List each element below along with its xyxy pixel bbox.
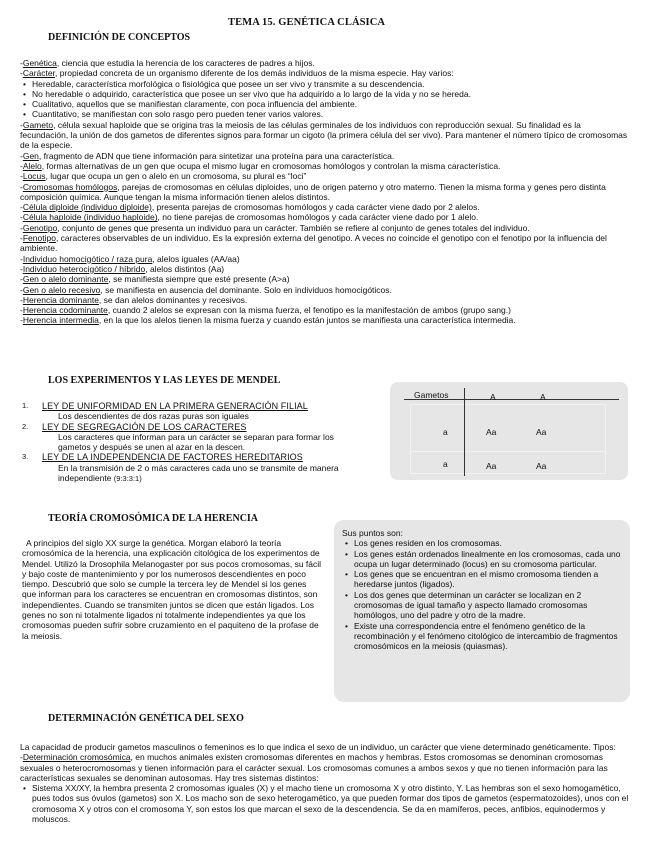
punto-item: • Los genes están ordenados linealmente en los cromosomas, cada uno ocupa un lugar determinado (locus) en su cromosoma particular. [342,549,622,570]
def-heterocigotico: -Individuo heterocigótico / híbrido, alelos distintos (Aa) [20,263,225,274]
mendel-heading: LOS EXPERIMENTOS Y LAS LEYES DE MENDEL [48,375,281,386]
sexo-heading: DETERMINACIÓN GENÉTICA DEL SEXO [48,713,244,724]
def-alelo: -Alelo, formas alternativas de un gen que ocupa el mismo lugar en cromosomas homólogos y controlan la misma característica. [20,160,501,171]
definiciones-heading: DEFINICIÓN DE CONCEPTOS [48,32,191,43]
caracter-type: • Cuantitativo, se manifiestan con solo rasgo pero pueden tener varios valores. [20,109,630,119]
table-cell: Aa [486,427,497,437]
law-desc: Los descendientes de dos razas puras son iguales [58,411,249,422]
def-celula-haploide: -Célula haploide (individuo haploide), no tiene parejas de cromosomas homólogos y cada carácter viene dado por 1 alelo. [20,212,479,223]
table-cell: Aa [486,461,497,471]
table-row-label: a [443,427,448,437]
def-caracter: -Carácter, propiedad concreta de un organismo diferente de los demás individuos de la misma especie. Hay varios: [20,68,454,79]
caracter-type: • No heredable o adquirido, característica que posee un ser vivo que ha adquirido a lo largo de la vida y no se hereda. [20,89,630,99]
table-header: Gametos [414,390,449,400]
cromosomica-paragraph: A principios del siglo XX surge la genética. Morgan elaboró la teoría cromosómica de la herencia, una explicación citológica de los experimentos de Mendel. Utilizó la Drosophila Melanogaster por sus pocos cromosomas, su fácil y bajo coste de mantenimiento y por los numerosos descendientes en poco tiempo. Descubrió que solo se cumple la tercera ley de Mendel si los genes que informan para los caracteres se encuentran en cromosomas distintos, son independientes. Cuando se transmiten juntos se dicen que están ligados. Los genes no son ni totalmente ligados ni totalmente independientes ya que los cromosomas pueden sufrir sobre cruzamiento en el paquiteno de la profase de la meiosis. [22,538,322,641]
definiciones-list [20,58,630,326]
punto-item: • Existe una correspondencia entre el fenómeno genético de la recombinación y el fenómeno citológico de intercambio de fragmentos cromosómicos en la meiosis (quiasmas). [342,621,622,652]
def-herencia-dominante: -Herencia dominante, se dan alelos dominantes y recesivos. [20,294,248,305]
def-fenotipo: -Fenotipo, caracteres observables de un individuo. Es la expresión externa del genotipo. A veces no coincide el genotipo con el fenotipo por la influencia del ambiente. [20,233,607,254]
mendel-law: 3. LEY DE LA INDEPENDENCIA DE FACTORES HEREDITARIOS En la transmisión de 2 o más caracteres cada uno se transmite de manera independiente (9:3:3:1) [22,452,367,484]
law-desc: En la transmisión de 2 o más caracteres cada uno se transmite de manera independiente (9:3:3:1) [58,462,339,484]
table-cell: Aa [536,427,547,437]
def-cromosomas-homologos: -Cromosomas homólogos, parejas de cromosomas en células diploides, uno de origen paterno y otro materno. Tienen la misma forma y genes pero distinta composición química. Aunque tengan la misma información tienen alelos distintos. [20,181,606,202]
page-title: TEMA 15. GENÉTICA CLÁSICA [228,17,386,28]
law-title: LEY DE SEGREGACIÓN DE LOS CARACTERES [42,421,247,432]
def-genetica: -Genética, ciencia que estudia la herencia de los caracteres de padres a hijos. [20,58,315,68]
sexo-intro: La capacidad de producir gametos masculinos o femeninos es lo que indica el sexo de un individuo, un carácter que viene determinado genéticamente. Tipos: [20,742,616,752]
caracter-type: • Heredable, característica morfológica o fisiológica que posee un ser vivo y transmite a su descendencia. [20,79,630,89]
sistema-xx-xy: • Sistema XX/XY, la hembra presenta 2 cromosomas iguales (X) y el macho tiene un cromosoma X y otro distinto, Y. Las hembras son el sexo homogamético, pues todos sus óvulos (gametos) son X. Los macho son de sexo heterogamético, ya que pueden formar dos tipos de gametos (espermatozoides), unos con el cromosoma X y otros con el cromosoma Y, son estos los que marcan el sexo de la descendencia. Se da en mamíferos, peces, anfibios, equinodermos y moluscos. [20,783,630,824]
punto-item: • Los genes que se encuentran en el mismo cromosoma tienden a heredarse juntos (ligados). [342,569,622,590]
puntos-box [334,520,630,702]
punto-item: • Los dos genes que determinan un carácter se localizan en 2 cromosomas de igual tamaño y aspecto llamado cromosomas homólogos, uno del padre y otro de la madre. [342,590,622,621]
def-gen: -Gen, fragmento de ADN que tiene información para sintetizar una proteína para una característica. [20,150,395,161]
punto-item: • Los genes residen en los cromosomas. [342,538,622,548]
table-col-header: A [540,392,546,402]
law-desc: Los caracteres que informan para un carácter se separan para formar los gametos y después se unen al azar en la descen. [58,431,334,453]
law-title: LEY DE LA INDEPENDENCIA DE FACTORES HEREDITARIOS [42,452,303,463]
def-herencia-intermedia: -Herencia intermedia, en la que los alelos tienen la misma fuerza y cuando están juntos se manifiesta una característica intermedia. [20,315,516,326]
def-gameto: -Gameto, célula sexual haploide que se origina tras la meiosis de las células germinales de los individuos con reproducción sexual. Su finalidad es la fecundación, la unión de dos gametos de diferentes signos para formar un cigoto (la primera célula del ser vivo). Para mantener el número típico de cromosomas de la especie. [20,119,628,151]
law-title: LEY DE UNIFORMIDAD EN LA PRIMERA GENERACIÓN FILIAL [42,401,308,411]
mendel-law: 1. LEY DE UNIFORMIDAD EN LA PRIMERA GENERACIÓN FILIAL Los descendientes de dos razas puras son iguales [22,401,367,422]
def-herencia-codominante: -Herencia codominante, cuando 2 alelos se expresan con la misma fuerza, el fenotipo es la manifestación de ambos (grupo sang.) [20,305,511,316]
def-dominante: -Gen o alelo dominante, se manifiesta siempre que esté presente (A>a) [20,274,290,285]
mendel-laws [22,401,367,484]
caracter-type: • Cualitativo, aquellos que se manifiestan claramente, con poca influencia del ambiente. [20,99,630,109]
def-homocigotico: -Individuo homocigótico / raza pura, alelos iguales (AA/aa) [20,253,240,264]
table-row-label: a [443,459,448,469]
det-cromosomica: -Determinación cromosómica, en muchos animales existen cromosomas diferentes en machos y hembras. Estos cromosomas se denominan cromosomas sexuales o heterocromosomas y tienen información para el carácter sexual. Los cromosomas comunes a ambos sexos y que no tienen información para las características sexuales se denominan autosomas. Hay tres sistemas distintos: [20,752,608,783]
sexo-section [20,742,630,824]
table-cell: Aa [536,461,547,471]
def-genotipo: -Genotipo, conjunto de genes que presenta un individuo para un carácter. También se refiere al conjunto de genes totales del individuo. [20,222,530,233]
mendel-law: 2. LEY DE SEGREGACIÓN DE LOS CARACTERES Los caracteres que informan para un carácter se separan para formar los gametos y después se unen al azar en la descen. [22,422,367,453]
cromosomica-heading: TEORÍA CROMOSÓMICA DE LA HERENCIA [48,513,259,524]
punnett-table [390,382,628,480]
def-recesivo: -Gen o alelo recesivo, se manifiesta en ausencia del dominante. Solo en individuos homocigóticos. [20,284,392,295]
def-locus: -Locus, lugar que ocupa un gen o alelo en un cromosoma, su plural es “loci” [20,171,307,182]
def-celula-diploide: -Célula diploide (individuo diploide), presenta parejas de cromosomas homólogos y cada carácter viene dado por 2 alelos. [20,202,480,213]
table-col-header: A [490,392,496,402]
puntos-heading: Sus puntos son: [342,528,403,538]
